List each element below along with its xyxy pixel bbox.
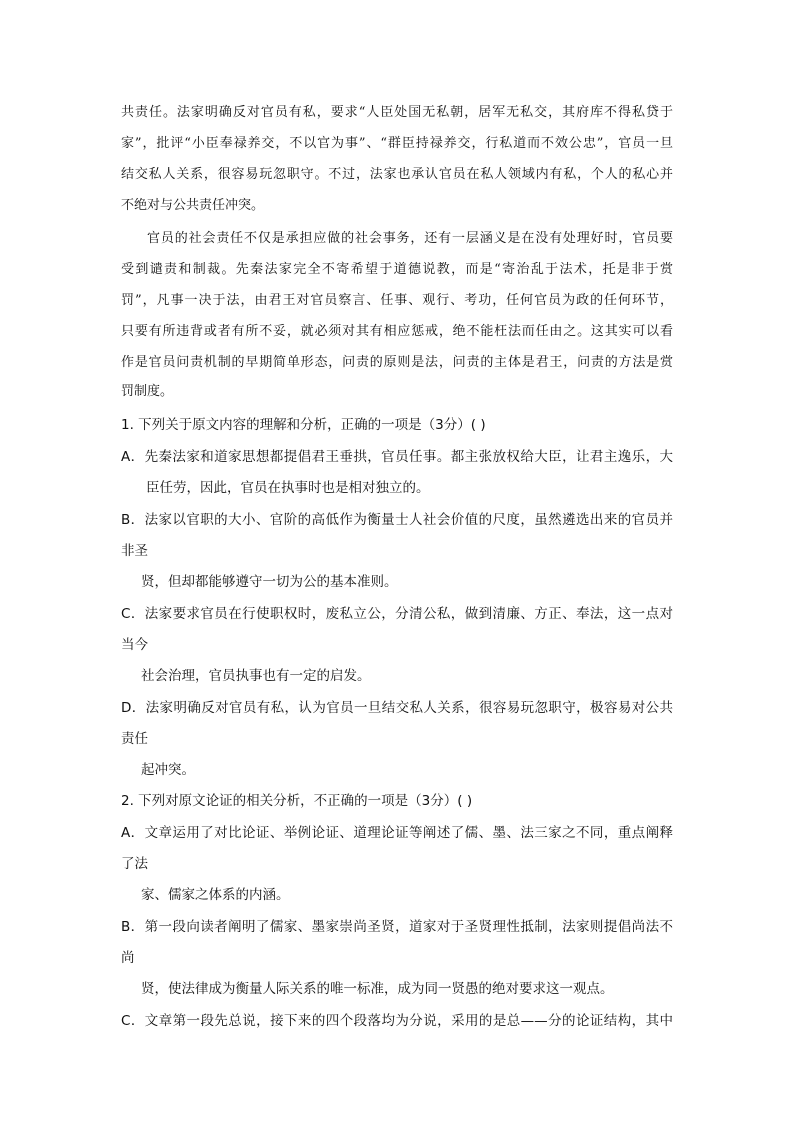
option-line: 非圣 <box>121 543 148 559</box>
passage-line: 罚”，凡事一决于法，由君王对官员察言、任事、观行、考功，任何官员为政的任何环节， <box>121 293 673 308</box>
option-line: B．法家以官职的大小、官阶的高低作为衡量士人社会价值的尺度，虽然遴选出来的官员并 <box>121 512 673 528</box>
option-line: 臣任劳，因此，官员在执事时也是相对独立的。 <box>146 480 430 496</box>
passage-line: 结交私人关系，很容易玩忽职守。不过，法家也承认官员在私人领域内有私，个人的私心并 <box>121 167 673 182</box>
option-line: C．法家要求官员在行使职权时，废私立公，分清公私，做到清廉、方正、奉法，这一点对 <box>121 606 673 622</box>
passage-line: 家”，批评“小臣奉禄养交，不以官为事”、“群臣持禄养交，行私道而不效公忠”，官员一旦 <box>121 136 673 151</box>
option-line: 起冲突。 <box>141 762 195 778</box>
option-line: 贤，使法律成为衡量人际关系的唯一标准，成为同一贤愚的绝对要求这一观点。 <box>141 981 614 997</box>
option-line: A．文章运用了对比论证、举例论证、道理论证等阐述了儒、墨、法三家之不同，重点阐释 <box>121 825 673 841</box>
option-line: 尚 <box>121 950 135 966</box>
question-stem: 2. 下列对原文论证的相关分析，不正确的一项是（3分）( ) <box>121 793 473 809</box>
question-stem: 1. 下列关于原文内容的理解和分析，正确的一项是（3分）( ) <box>121 417 486 433</box>
passage-line: 作是官员问责机制的早期简单形态，问责的原则是法，问责的主体是君王，问责的方法是赏 <box>121 355 673 370</box>
option-line: B．第一段向读者阐明了儒家、墨家崇尚圣贤，道家对于圣贤理性抵制，法家则提倡尚法不 <box>121 919 673 935</box>
option-line: 家、儒家之体系的内涵。 <box>141 887 290 903</box>
passage-line: 共责任。法家明确反对官员有私，要求“人臣处国无私朝，居军无私交，其府库不得私贷于 <box>121 105 673 120</box>
option-line: C．文章第一段先总说，接下来的四个段落均为分说，采用的是总——分的论证结构，其中 <box>121 1013 673 1029</box>
option-line: 了法 <box>121 856 148 872</box>
option-line: 社会治理，官员执事也有一定的启发。 <box>141 668 371 684</box>
option-line: 贤，但却都能够遵守一切为公的基本准则。 <box>141 574 398 590</box>
option-line: A．先秦法家和道家思想都提倡君王垂拱，官员任事。都主张放权给大臣，让君主逸乐，大 <box>121 449 673 465</box>
option-line: 当今 <box>121 637 148 653</box>
option-line: 责任 <box>121 731 148 747</box>
passage-line: 不绝对与公共责任冲突。 <box>121 198 265 213</box>
passage-line: 罚制度。 <box>121 384 174 399</box>
passage-line: 受到谴责和制裁。先秦法家完全不寄希望于道德说教，而是“寄治乱于法术，托是非于赏 <box>121 262 673 277</box>
option-line: D．法家明确反对官员有私，认为官员一旦结交私人关系，很容易玩忽职守，极容易对公共 <box>121 700 673 716</box>
passage-line: 官员的社会责任不仅是承担应做的社会事务，还有一层涵义是在没有处理好时，官员要 <box>147 231 673 246</box>
passage-line: 只要有所违背或者有所不妥，就必须对其有相应惩戒，绝不能枉法而任由之。这其实可以看 <box>121 324 673 339</box>
